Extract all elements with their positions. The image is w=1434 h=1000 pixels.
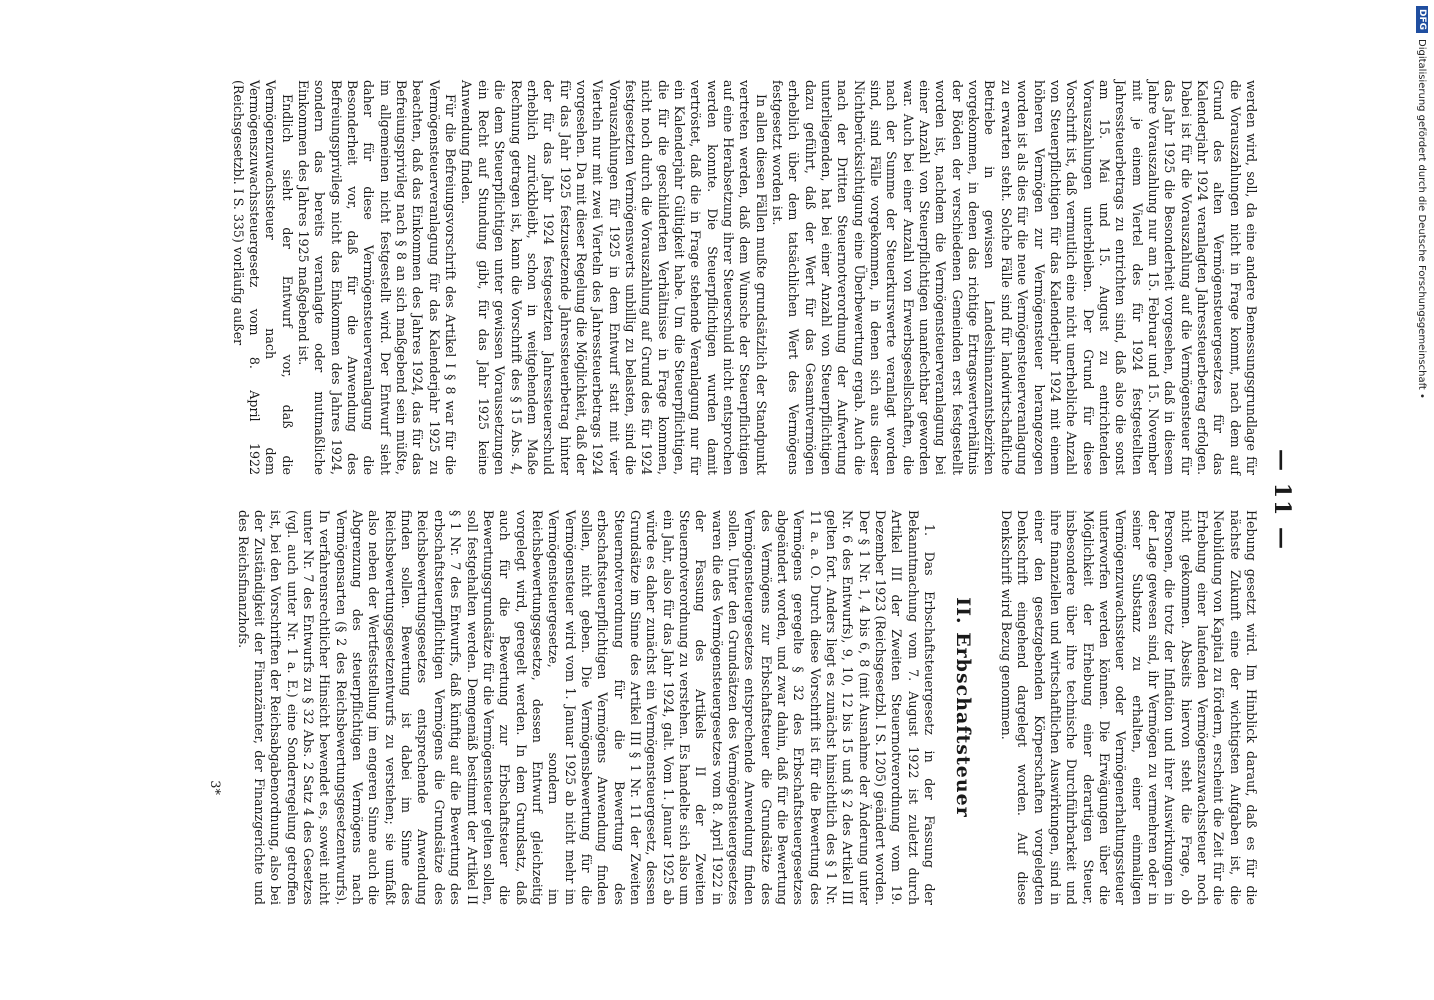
left-paragraph-4: Endlich sieht der Entwurf vor, daß die Vermögenzuwachssteuer nach dem Vermögenszuwachssteuergesetz vom 8. April 1922 (Reichsgesetzbl. I S. 335) vorläufig außer — [230, 80, 295, 475]
left-paragraph-1: werden wird, soll, da eine andere Bemessungsgrundlage für die Vorauszahlungen nicht in Frage kommt, nach dem auf Grund des alten Vermögensteuergesetzes für das Kalenderjahr 1924 veranlagten Jahressteuerbetrag erfolgen. Dabei ist für die Vorauszahlung auf die Vermögensteuer für das Jahr 1925 die Besonderheit vorgesehen, daß in diesem Jahre Vorauszahlung nur am 15. Februar und 15. November mit je einem Viertel des für 1924 festgestellten Jahressteuerbetrags zu entrichten sind, daß also die sonst am 15. Mai und 15. August zu entrichtenden Vorauszahlungen unterbleiben. Der Grund für diese Vorschrift ist, daß vermutlich eine nicht unerhebliche Anzahl von Steuerpflichtigen für das Kalenderjahr 1924 mit einem höheren Vermögen zur Vermögensteuer herangezogen worden ist als dies für die neue Vermögensteuerveranlagung zu erwarten steht. Solche Fälle sind für landwirtschaftliche Betriebe in gewissen Landeshinanzamtsbezirken vorgekommen, in denen das richtige Ertragswertverhältnis der Böden der verschiedenen Gemeinden erst festgestellt worden ist, nachdem die Vermögensteuerveranlagung bei einer Anzahl von Steuerpflichtigen unanfechtbar geworden war. Auch bei einer Anzahl von Erwerbsgesellschaften, die nach der Summe der Steuerkurswerte veranlagt worden sind, sind Fälle vorgekommen, in denen sich aus dieser Nichtberücksichtigung eine Überbewertung ergab. Auch die nach der Dritten Steuernotverordnung der Aufwertung unterliegenden, hat bei einer Anzahl von Steuerpflichtigen dazu geführt, daß der Wert für das Gesamtvermögen erheblich über dem tatsächlichen Wert des Vermögens festgesetzt worden ist. — [770, 80, 1259, 475]
scanned-page-area — [105, 80, 1295, 920]
right-paragraph-intro: Hebung gesetzt wird. Im Hinblick darauf, daß es für die nächste Zukunft eine der wichtigsten Aufgaben ist, die Neubildung von Kapital zu fördern, erscheint die Zeit für die Erhebung einer laufenden Vermögenszuwachssteuer noch nicht gekommen. Abseits hiervon steht die Frage, ob Personen, die trotz der Inflation und ihrer Auswirkungen in der Lage gewesen sind, ihr Vermögen zu vermehren oder in seiner Substanz zu erhalten, einer einmaligen Vermögenzuwachssteuer oder Vermögenerhaltungssteuer unterworfen werden können. Die Erwägungen über die Möglichkeit der Erhebung einer derartigen Steuer, insbesondere über ihre technische Durchführbarkeit und ihre finanziellen und wirtschaftlichen Auswirkungen, sind in einer den gesetzgebenden Körperschaften vorgelegten Denkschrift eingehend dargelegt worden. Auf diese Denkschrift wird Bezug genommen. — [998, 510, 1259, 905]
page-number: — 11 — — [1269, 449, 1295, 551]
dfg-logo: DFG — [1416, 6, 1428, 33]
dfg-side-strip — [1410, 6, 1434, 1000]
section-heading: II. Erbschaftsteuer — [952, 597, 975, 818]
left-paragraph-2: In allen diesen Fällen mußte grundsätzlich der Standpunkt vertreten werden, daß dem Wunsche der Steuerpflichtigen auf eine Herabsetzung ihrer Steuerschuld nicht entsprochen werden konnte. Die Steuerpflichtigen wurden damit vertröstet, daß die in Frage stehende Veranlagung nur für ein Kalenderjahr Gültigkeit habe. Um die Steuerpflichtigen, die für die geschilderten Verhältnisse in Frage kommen, nicht noch durch die Vorauszahlung auf Grund des für 1924 festgesetzten Vermögenswerts unbillig zu belasten, sind die Vorauszahlungen für 1925 in dem Entwurf statt mit vier Vierteln nur mit zwei Vierteln des Jahressteuerbetrags 1924 vorgesehen. Da mit dieser Regelung die Möglichkeit, daß der für das Jahr 1925 festzusetzende Jahressteuerbetrag hinter der für das Jahr 1924 festgesetzten Jahressteuerschuld erheblich zurückbleibt, schon in weitgehendem Maße Rechnung getragen ist, kann die Vorschrift des § 15 Abs. 4, die dem Steuerpflichtigen unter gewissen Voraussetzungen ein Recht auf Stundung gibt, für das Jahr 1925 keine Anwendung finden. — [459, 80, 769, 475]
right-column — [206, 510, 1259, 905]
document-page — [105, 80, 1295, 920]
dfg-funding-note: Digitalisierung gefördert durch die Deutsche Forschungsgemeinschaft • — [1416, 39, 1428, 399]
left-paragraph-3: Für die Befreiungsvorschrift des Artikel I § 8 war für die Vermögensteuerveranlagung für das Kalenderjahr 1925 zu beachten, daß das Einkommen des Jahres 1924, das für das Befreiungsprivileg nach § 8 an sich maßgebend sein müßte, im allgemeinen nicht festgestellt wird. Der Entwurf sieht daher für diese Vermögensteuerveranlagung die Besonderheit vor, daß für die Anwendung des Befreiungsprivilegs nicht das Einkommen des Jahres 1924, sondern das bereits veranlagte oder mutmaßliche Einkommen des Jahres 1925 maßgebend ist. — [296, 80, 459, 475]
signature-mark: 3* — [207, 780, 223, 795]
right-paragraph-1: 1. Das Erbschaftsteuergesetz in der Fassung der Bekanntmachung vom 7. August 1922 ist zuletzt durch Artikel III der Zweiten Steuernotverordnung vom 19. Dezember 1923 (Reichsgesetzbl. I S. 1205) geändert worden. Der § 1 Nr. 1, 4 bis 6, 8 (mit Ausnahme der Änderung unter Nr. 6 des Entwurfs), 9, 10, 12 bis 15 und § 2 des Artikel III gelten fort. Anders liegt es zunächst hinsichtlich des § 1 Nr. 11 a. a. O. Durch diese Vorschrift ist für die Bewertung des Vermögens geregelte § 32 des Erbschaftsteuergesetzes abgeändert worden, und zwar dahin, daß für die Bewertung des Vermögens zur Erbschaftsteuer die Grundsätze des Vermögensteuergesetzes entsprechende Anwendung finden sollen. Unter den Grundsätzen des Vermögensteuergesetzes waren die des Vermögensteuergesetzes vom 8. April 1922 in der Fassung des Artikels II der Zweiten Steuernotverordnung zu verstehen. Es handelte sich also um ein Jahr, also für das Jahr 1924, galt. Vom 1. Januar 1925 ab würde es daher zunächst ein Vermögensteuergesetz, dessen Grundsätze im Sinne des Artikel III § 1 Nr. 11 der Zweiten Steuernotverordnung für die Bewertung des erbschaftsteuerpflichtigen Vermögens Anwendung finden sollen, nicht geben. Die Vermögensbewertung für die Vermögensteuer wird vom 1. Januar 1925 ab nicht mehr im Vermögensteuergesetze, sondern im Reichsbewertungsgesetze, dessen Entwurf gleichzeitig vorgelegt wird, geregelt werden. In dem Grundsatz, daß auch für die Bewertung zur Erbschaftsteuer die Bewertungsgrundsätze für die Vermögensteuer gelten sollen, soll festgehalten werden. Demgemäß bestimmt der Artikel II § 1 Nr. 7 des Entwurfs, daß künftig auf die Bewertung des erbschaftsteuerpflichtigen Vermögens die Grundsätze des Reichsbewertungsgesetzes entsprechende Anwendung finden sollen. Bewertung ist dabei im Sinne des Reichsbewertungsgesetzentwurfs zu verstehen; sie umfaßt also neben der Wertfeststellung im engeren Sinne auch die Abgrenzung des steuerpflichtigen Vermögens nach Vermögensarten (§ 2 des Reichsbewertungsgesetzentwurfs). In verfahrensrechtlicher Hinsicht bewendet es, soweit nicht unter Nr. 7 des Entwurfs zu § 32 Abs. 2 Satz 4 des Gesetzes (vgl. auch unter Nr. 1 a. E.) eine Sonderregelung getroffen ist, bei den Vorschriften der Reichsabgabenordnung, also bei der Zuständigkeit der Finanzämter, der Finanzgerichte und des Reichsfinanzhofs. — [235, 510, 938, 905]
left-column — [229, 80, 1259, 475]
